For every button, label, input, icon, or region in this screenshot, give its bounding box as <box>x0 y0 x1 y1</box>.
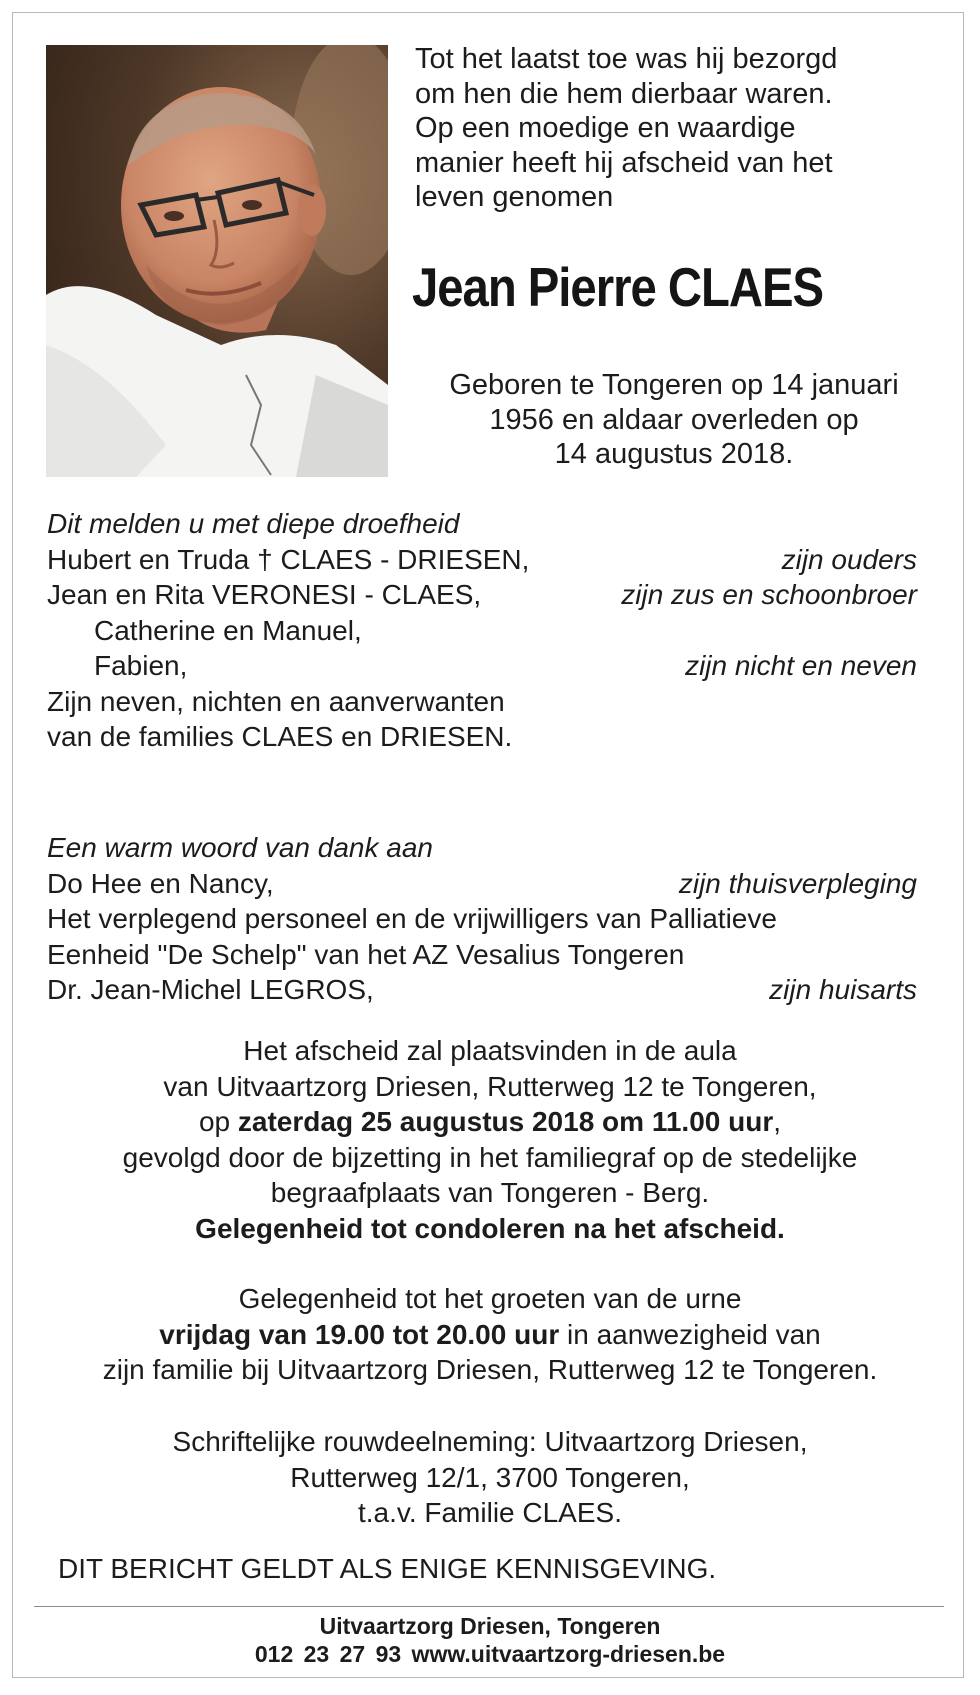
birth-line: 1956 en aldaar overleden op <box>489 403 859 436</box>
urn-line: zijn familie bij Uitvaartzorg Driesen, Rutterweg 12 te Tongeren. <box>102 1354 878 1385</box>
family-row <box>47 648 917 684</box>
ceremony-date: zaterdag 25 augustus 2018 om 11.00 uur <box>237 1106 774 1137</box>
ceremony-condolence-line <box>20 1211 960 1247</box>
thanks-heading: Een warm woord van dank aan <box>47 832 433 863</box>
urn-block <box>20 1281 960 1388</box>
family-relation: zijn nicht en neven <box>685 650 917 681</box>
family-row <box>47 542 917 578</box>
family-relation: zijn zus en schoonbroer <box>621 579 917 610</box>
intro-line: Op een moedige en waardige <box>415 112 796 144</box>
urn-line: Gelegenheid tot het groeten van de urne <box>238 1283 742 1314</box>
family-row <box>47 613 917 649</box>
thanks-block <box>47 830 917 1008</box>
portrait-photo <box>46 45 388 477</box>
thanks-names: Dr. Jean-Michel LEGROS, <box>47 974 374 1005</box>
family-row <box>47 577 917 613</box>
condolence-block <box>20 1424 960 1531</box>
intro-line: om hen die hem dierbaar waren. <box>415 77 833 110</box>
birth-line: 14 augustus 2018. <box>554 438 794 470</box>
family-row <box>47 719 917 755</box>
funeral-home-name: Uitvaartzorg Driesen, Tongeren <box>319 1613 661 1639</box>
family-names: Zijn neven, nichten en aanverwanten <box>47 685 505 717</box>
urn-time: vrijdag van 19.00 tot 20.00 uur <box>159 1318 560 1350</box>
birth-line: Geboren te Tongeren op 14 januari <box>449 369 899 401</box>
family-heading: Dit melden u met diepe droefheid <box>47 508 460 539</box>
family-row <box>47 684 917 720</box>
condolence-note: Gelegenheid tot condoleren na het afscheid. <box>195 1212 785 1244</box>
family-relation: zijn ouders <box>781 543 917 575</box>
ceremony-line: van Uitvaartzorg Driesen, Rutterweg 12 te Tongeren, <box>163 1070 817 1102</box>
family-names: van de families CLAES en DRIESEN. <box>47 721 513 752</box>
family-names: Fabien, <box>94 650 188 681</box>
sole-notice: DIT BERICHT GELDT ALS ENIGE KENNISGEVING. <box>58 1553 717 1584</box>
intro-line: leven genomen <box>415 181 614 213</box>
condolence-line: t.a.v. Familie CLAES. <box>357 1497 622 1528</box>
urn-line <box>20 1317 960 1353</box>
ceremony-line: gevolgd door de bijzetting in het familiegraf op de stedelijke <box>122 1141 858 1173</box>
thanks-row <box>47 972 917 1008</box>
ceremony-line <box>20 1104 960 1140</box>
ceremony-suffix: , <box>773 1106 782 1137</box>
footer-divider <box>34 1606 944 1607</box>
condolence-line: Rutterweg 12/1, 3700 Tongeren, <box>290 1461 690 1493</box>
urn-suffix: in aanwezigheid van <box>559 1318 821 1350</box>
funeral-home-contact: 012 23 27 93 www.uitvaartzorg-driesen.be <box>254 1641 726 1667</box>
condolence-line: Schriftelijke rouwdeelneming: Uitvaartzorg Driesen, <box>172 1426 808 1457</box>
intro-text <box>415 42 935 215</box>
family-names: Hubert en Truda † CLAES - DRIESEN, <box>47 543 530 575</box>
thanks-names: Do Hee en Nancy, <box>47 867 274 899</box>
ceremony-line: begraafplaats van Tongeren - Berg. <box>270 1177 710 1208</box>
family-block <box>47 506 917 755</box>
intro-line: manier heeft hij afscheid van het <box>415 146 833 179</box>
ceremony-block <box>20 1033 960 1246</box>
funeral-home-footer <box>20 1612 960 1668</box>
thanks-names: Eenheid "De Schelp" van het AZ Vesalius Tongeren <box>47 938 685 970</box>
birth-death-text <box>405 368 943 472</box>
deceased-name: Jean Pierre CLAES <box>412 256 823 318</box>
ceremony-prefix: op <box>198 1106 238 1137</box>
thanks-role: zijn huisarts <box>769 974 917 1005</box>
thanks-role: zijn thuisverpleging <box>678 867 917 899</box>
portrait-illustration <box>46 45 388 477</box>
thanks-row <box>47 866 917 902</box>
thanks-row <box>47 901 917 937</box>
ceremony-line: Het afscheid zal plaatsvinden in de aula <box>243 1035 737 1066</box>
intro-line: Tot het laatst toe was hij bezorgd <box>415 43 838 75</box>
thanks-row <box>47 937 917 973</box>
family-names: Catherine en Manuel, <box>94 614 362 646</box>
family-names: Jean en Rita VERONESI - CLAES, <box>47 579 482 610</box>
thanks-names: Het verplegend personeel en de vrijwilligers van Palliatieve <box>47 903 777 934</box>
